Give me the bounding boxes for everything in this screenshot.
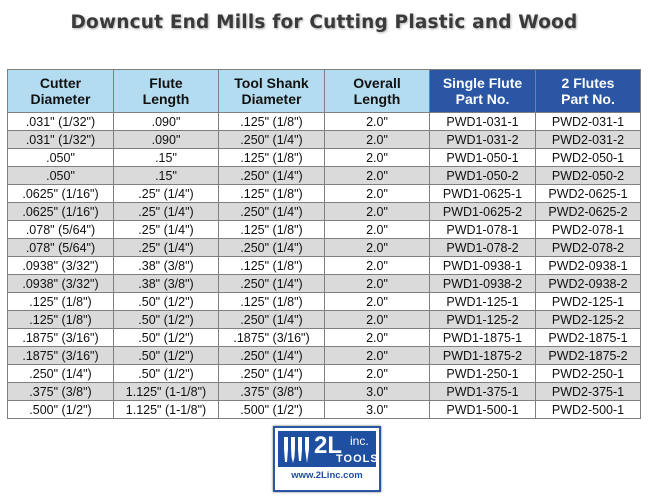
header-line: Single Flute [442, 75, 523, 91]
logo-url-link[interactable]: www.2Linc.com [291, 470, 363, 481]
shank-diameter-cell: .250" (1/4") [219, 167, 325, 185]
flute-length-cell: .25" (1/4") [114, 185, 219, 203]
shank-diameter-cell: .250" (1/4") [219, 239, 325, 257]
two-flute-part-cell: PWD2-050-1 [536, 149, 641, 167]
table-row [8, 347, 641, 365]
cutter-diameter-cell: .078" (5/64") [8, 239, 114, 257]
two-flute-part-cell: PWD2-0625-2 [536, 203, 641, 221]
header-line: Flute [149, 75, 183, 91]
table-row [8, 113, 641, 131]
single-flute-part-cell: PWD1-078-1 [430, 221, 536, 239]
shank-diameter-cell: .125" (1/8") [219, 185, 325, 203]
shank-diameter-cell: .375" (3/8") [219, 383, 325, 401]
cutter-diameter-cell: .375" (3/8") [8, 383, 114, 401]
header-overall-length [325, 70, 430, 113]
header-line: Length [142, 91, 190, 107]
overall-length-cell: 2.0" [325, 329, 430, 347]
overall-length-cell: 2.0" [325, 311, 430, 329]
page-title: Downcut End Mills for Cutting Plastic and Wood [70, 12, 578, 33]
table-row [8, 203, 641, 221]
header-line: Tool Shank [234, 75, 309, 91]
overall-length-cell: 2.0" [325, 185, 430, 203]
cutter-diameter-cell: .1875" (3/16") [8, 329, 114, 347]
two-flute-part-cell: PWD2-250-1 [536, 365, 641, 383]
flute-length-cell: .090" [114, 113, 219, 131]
table-row [8, 131, 641, 149]
header-cutter-diameter [8, 70, 114, 113]
single-flute-part-cell: PWD1-050-2 [430, 167, 536, 185]
end-mill-spec-table [7, 69, 641, 419]
logo-sub: TOOLS [336, 453, 379, 465]
single-flute-part-cell: PWD1-031-1 [430, 113, 536, 131]
single-flute-part-cell: PWD1-250-1 [430, 365, 536, 383]
single-flute-part-cell: PWD1-050-1 [430, 149, 536, 167]
logo-suffix: inc. [350, 434, 369, 448]
single-flute-part-cell: PWD1-0938-1 [430, 257, 536, 275]
header-single-flute-part-no [430, 70, 536, 113]
two-flute-part-cell: PWD2-0938-1 [536, 257, 641, 275]
single-flute-part-cell: PWD1-0625-1 [430, 185, 536, 203]
shank-diameter-cell: .250" (1/4") [219, 365, 325, 383]
overall-length-cell: 2.0" [325, 293, 430, 311]
overall-length-cell: 3.0" [325, 401, 430, 419]
table-row [8, 365, 641, 383]
two-flute-part-cell: PWD2-078-2 [536, 239, 641, 257]
cutter-diameter-cell: .031" (1/32") [8, 113, 114, 131]
flute-length-cell: .25" (1/4") [114, 239, 219, 257]
two-flute-part-cell: PWD2-1875-1 [536, 329, 641, 347]
overall-length-cell: 2.0" [325, 149, 430, 167]
logo-band [278, 431, 379, 467]
cutter-diameter-cell: .1875" (3/16") [8, 347, 114, 365]
header-line: 2 Flutes [561, 75, 615, 91]
flute-length-cell: .38" (3/8") [114, 257, 219, 275]
header-tool-shank-diameter [219, 70, 325, 113]
header-line: Diameter [241, 91, 302, 107]
single-flute-part-cell: PWD1-1875-1 [430, 329, 536, 347]
table-row [8, 293, 641, 311]
end-mill-tools-icon [282, 435, 312, 465]
single-flute-part-cell: PWD1-125-2 [430, 311, 536, 329]
two-flute-part-cell: PWD2-050-2 [536, 167, 641, 185]
table-row [8, 275, 641, 293]
overall-length-cell: 2.0" [325, 347, 430, 365]
header-2-flutes-part-no [536, 70, 641, 113]
flute-length-cell: .090" [114, 131, 219, 149]
single-flute-part-cell: PWD1-0625-2 [430, 203, 536, 221]
table-header-row [8, 70, 641, 113]
table-row [8, 149, 641, 167]
shank-diameter-cell: .125" (1/8") [219, 293, 325, 311]
cutter-diameter-cell: .0625" (1/16") [8, 203, 114, 221]
header-line: Overall [353, 75, 401, 91]
header-line: Part No. [561, 91, 615, 107]
two-flute-part-cell: PWD2-125-1 [536, 293, 641, 311]
shank-diameter-cell: .250" (1/4") [219, 311, 325, 329]
flute-length-cell: .15" [114, 149, 219, 167]
table-row [8, 185, 641, 203]
single-flute-part-cell: PWD1-500-1 [430, 401, 536, 419]
overall-length-cell: 2.0" [325, 131, 430, 149]
shank-diameter-cell: .125" (1/8") [219, 221, 325, 239]
flute-length-cell: .50" (1/2") [114, 347, 219, 365]
cutter-diameter-cell: .0625" (1/16") [8, 185, 114, 203]
header-line: Length [353, 91, 401, 107]
cutter-diameter-cell: .250" (1/4") [8, 365, 114, 383]
two-flute-part-cell: PWD2-125-2 [536, 311, 641, 329]
overall-length-cell: 2.0" [325, 203, 430, 221]
shank-diameter-cell: .250" (1/4") [219, 203, 325, 221]
single-flute-part-cell: PWD1-031-2 [430, 131, 536, 149]
logo-brand: 2L [314, 432, 343, 459]
two-flute-part-cell: PWD2-031-1 [536, 113, 641, 131]
single-flute-part-cell: PWD1-078-2 [430, 239, 536, 257]
flute-length-cell: .25" (1/4") [114, 203, 219, 221]
shank-diameter-cell: .250" (1/4") [219, 347, 325, 365]
overall-length-cell: 2.0" [325, 275, 430, 293]
shank-diameter-cell: .500" (1/2") [219, 401, 325, 419]
single-flute-part-cell: PWD1-375-1 [430, 383, 536, 401]
two-flute-part-cell: PWD2-031-2 [536, 131, 641, 149]
overall-length-cell: 2.0" [325, 113, 430, 131]
table-row [8, 329, 641, 347]
cutter-diameter-cell: .050" [8, 167, 114, 185]
overall-length-cell: 2.0" [325, 365, 430, 383]
flute-length-cell: .15" [114, 167, 219, 185]
shank-diameter-cell: .125" (1/8") [219, 149, 325, 167]
overall-length-cell: 2.0" [325, 221, 430, 239]
overall-length-cell: 3.0" [325, 383, 430, 401]
shank-diameter-cell: .125" (1/8") [219, 257, 325, 275]
single-flute-part-cell: PWD1-125-1 [430, 293, 536, 311]
two-flute-part-cell: PWD2-0625-1 [536, 185, 641, 203]
single-flute-part-cell: PWD1-0938-2 [430, 275, 536, 293]
cutter-diameter-cell: .500" (1/2") [8, 401, 114, 419]
table-row [8, 311, 641, 329]
table-body [8, 113, 641, 419]
shank-diameter-cell: .250" (1/4") [219, 131, 325, 149]
cutter-diameter-cell: .125" (1/8") [8, 293, 114, 311]
header-line: Cutter [39, 75, 82, 91]
flute-length-cell: .38" (3/8") [114, 275, 219, 293]
cutter-diameter-cell: .078" (5/64") [8, 221, 114, 239]
overall-length-cell: 2.0" [325, 257, 430, 275]
header-line: Part No. [455, 91, 510, 107]
overall-length-cell: 2.0" [325, 167, 430, 185]
two-flute-part-cell: PWD2-375-1 [536, 383, 641, 401]
flute-length-cell: 1.125" (1-1/8") [114, 401, 219, 419]
flute-length-cell: .50" (1/2") [114, 311, 219, 329]
shank-diameter-cell: .125" (1/8") [219, 113, 325, 131]
table-row [8, 221, 641, 239]
flute-length-cell: .50" (1/2") [114, 329, 219, 347]
overall-length-cell: 2.0" [325, 239, 430, 257]
cutter-diameter-cell: .031" (1/32") [8, 131, 114, 149]
header-line: Diameter [30, 91, 91, 107]
cutter-diameter-cell: .0938" (3/32") [8, 257, 114, 275]
table-row [8, 401, 641, 419]
cutter-diameter-cell: .125" (1/8") [8, 311, 114, 329]
two-flute-part-cell: PWD2-500-1 [536, 401, 641, 419]
header-flute-length [114, 70, 219, 113]
table-row [8, 383, 641, 401]
two-flute-part-cell: PWD2-0938-2 [536, 275, 641, 293]
cutter-diameter-cell: .050" [8, 149, 114, 167]
table-row [8, 167, 641, 185]
flute-length-cell: .50" (1/2") [114, 365, 219, 383]
company-logo[interactable] [273, 426, 381, 492]
table-row [8, 239, 641, 257]
two-flute-part-cell: PWD2-1875-2 [536, 347, 641, 365]
flute-length-cell: 1.125" (1-1/8") [114, 383, 219, 401]
shank-diameter-cell: .250" (1/4") [219, 275, 325, 293]
two-flute-part-cell: PWD2-078-1 [536, 221, 641, 239]
table-row [8, 257, 641, 275]
flute-length-cell: .50" (1/2") [114, 293, 219, 311]
single-flute-part-cell: PWD1-1875-2 [430, 347, 536, 365]
shank-diameter-cell: .1875" (3/16") [219, 329, 325, 347]
cutter-diameter-cell: .0938" (3/32") [8, 275, 114, 293]
flute-length-cell: .25" (1/4") [114, 221, 219, 239]
